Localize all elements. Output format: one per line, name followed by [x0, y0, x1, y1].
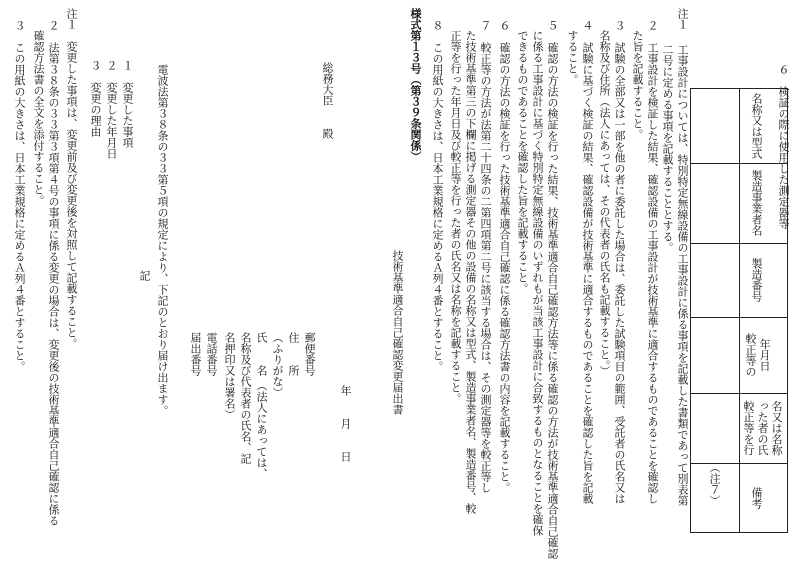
field-name: 氏 名 — [255, 332, 268, 376]
field-representative: 名称及び代表者の氏名、記 — [239, 332, 252, 464]
form-note: 注１ 変更した事項は、変更前及び変更後を対照して記載すること。 — [65, 8, 78, 349]
table-header-remarks — [691, 463, 787, 532]
table-header-serial-text: 製造番号 — [750, 258, 763, 302]
form-body-text: 電波法第３８条の３３第５項の規定により、下記のとおり届け出ます。 — [156, 64, 169, 416]
notes-label: 注１ — [676, 8, 689, 30]
table-header-serial — [691, 243, 787, 318]
field-seal: 名押印又は署名） — [223, 332, 236, 420]
note-line: できるものであることを確認した旨を記載すること。 — [516, 30, 529, 294]
equipment-table — [690, 88, 788, 533]
field-notification-number: 届出番号 — [189, 332, 202, 376]
form-title: 技術基準適合自己確認変更届出書 — [391, 250, 404, 415]
note-line: ７ 較正等の方法が法第二十四条の二第四項第二号に該当する場合は、その測定器等を較正等し — [479, 20, 492, 493]
note-line: 二号に定める事項を記載することとする。 — [661, 44, 674, 253]
table-note7: （注７） — [708, 461, 721, 506]
form-note: ３ この用紙の大きさは、日本工業規格に定めるＡ列４番とすること。 — [13, 20, 26, 372]
table-header-calibrator-line1: 較正等を行 — [742, 400, 755, 456]
note-line: た旨を記載すること。 — [631, 30, 644, 140]
table-header-name-text: 名称又は型式 — [750, 93, 763, 159]
form-note: ２ 法第３８条の３３第３項第４号の事項に係る変更の場合は、変更後の技術基準適合自己確認に係る — [47, 20, 60, 526]
form-item: ３ 変更の理由 — [89, 60, 102, 137]
table-header-manufacturer-text: 製造事業者名 — [750, 170, 763, 236]
field-corporation-note: （法人にあっては、 — [255, 380, 268, 479]
table-header-remarks-text: 備考 — [750, 486, 763, 509]
field-postal-code: 郵便番号 — [303, 332, 316, 376]
form-note: 確認方法書の全文を添付すること。 — [32, 30, 45, 206]
note-line: ３ 試験の全部又は一部を他の者に委託した場合は、委託した試験項目の範囲、受託者の氏名又は — [613, 20, 626, 504]
form-ki: 記 — [138, 270, 151, 281]
form-date: 年 月 日 — [339, 385, 352, 462]
note-line: 名称及び住所（法人にあっては、その代表者の氏名も記載すること。） — [598, 30, 611, 377]
note-line: すること。 — [566, 30, 579, 85]
form-item: １ 変更した事項 — [121, 60, 134, 148]
table-header-calibration-date-line2: 年月日 — [758, 338, 771, 372]
field-furigana: （ふりがな） — [271, 332, 284, 398]
note-line: ２ 工事設計を検証した結果、確認設備の工事設計が技術基準に適合するものであることを確認し — [646, 20, 659, 504]
note-line: ５ 確認の方法の検証を行った結果、技術基準適合自己確認方法等に係る確認の方法が技術基準適合自己確認 — [546, 20, 559, 559]
table-header-calibrator-line3: 名又は名称 — [770, 400, 783, 456]
field-address: 住 所 — [287, 332, 300, 376]
form-addressee: 総務大臣 殿 — [321, 62, 334, 139]
note-line: 工事設計については、特別特定無線設備の工事設計に係る事項を記載した書類であって別表第 — [676, 44, 689, 506]
field-phone: 電話番号 — [205, 332, 218, 376]
form-item: ２ 変更した年月日 — [105, 60, 118, 159]
form-heading: 様式第１３号（第３９条関係） — [409, 8, 422, 162]
note-line: ４ 試験に基づく検証の結果、確認設備が技術基準に適合するものであることを確認した旨を記載 — [581, 20, 594, 504]
note-line: ６ 確認の方法の検証を行った技術基準適合自己確認に係る確認方法書の内容を記載すること。 — [498, 20, 511, 493]
note-line: に係る工事設計に基づく特別特定無線設備のいずれもが当該工事設計に合致するものとなることを確保 — [531, 30, 544, 536]
table-header-calibration-date-line1: 較正等の — [744, 333, 757, 377]
note-line: た技術基準第三の下欄に掲げる測定器その他の設備の名称又は型式、製造事業者名、製造番号、較 — [464, 30, 477, 514]
table-header-name — [691, 89, 787, 164]
note-line: ８ この用紙の大きさは、日本工業規格に定めるＡ列４番とすること。 — [431, 20, 444, 372]
table-title: ６ 検証の際に使用した測定器等 — [777, 64, 790, 229]
table-header-calibration-date — [691, 317, 787, 394]
table-header-calibrator — [691, 393, 787, 464]
table-header-manufacturer — [691, 163, 787, 244]
table-header-calibrator-line2: った者の氏 — [756, 400, 769, 456]
note-line: 正等を行った年月日及び較正等を行った者の氏名又は名称を記載すること。 — [449, 30, 462, 404]
